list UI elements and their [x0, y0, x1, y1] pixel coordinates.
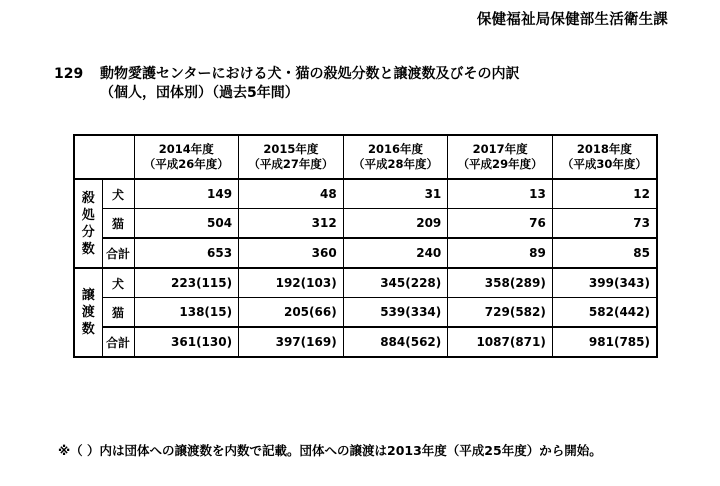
- group-label: 譲渡数: [74, 268, 102, 357]
- value-cell: 13: [448, 179, 553, 209]
- table-row: [74, 238, 657, 268]
- animal-type-label: 合計: [102, 327, 134, 357]
- value-cell: 360: [239, 238, 344, 268]
- department-name: 保健福祉局保健部生活衛生課: [476, 12, 668, 28]
- footnote: ※（ ）内は団体への譲渡数を内数で記載。団体への譲渡は2013年度（平成25年度）から開始。: [58, 443, 602, 458]
- title-line-1: 動物愛護センターにおける犬・猫の殺処分数と譲渡数及びその内訳: [100, 66, 520, 82]
- year-header: 2016年度 （平成28年度）: [343, 135, 448, 179]
- table-row: [74, 327, 657, 357]
- value-cell: 397(169): [239, 327, 344, 357]
- value-cell: 48: [239, 179, 344, 209]
- value-cell: 653: [134, 238, 239, 268]
- value-cell: 89: [448, 238, 553, 268]
- value-cell: 85: [552, 238, 657, 268]
- value-cell: 504: [134, 209, 239, 239]
- value-cell: 884(562): [343, 327, 448, 357]
- value-cell: 138(15): [134, 298, 239, 328]
- value-cell: 209: [343, 209, 448, 239]
- animal-type-label: 猫: [102, 298, 134, 328]
- animal-type-label: 合計: [102, 238, 134, 268]
- corner-cell: [74, 135, 134, 179]
- year-header: 2014年度 （平成26年度）: [134, 135, 239, 179]
- value-cell: 729(582): [448, 298, 553, 328]
- statistics-table: [73, 134, 658, 358]
- year-header: 2015年度 （平成27年度）: [239, 135, 344, 179]
- value-cell: 399(343): [552, 268, 657, 298]
- value-cell: 345(228): [343, 268, 448, 298]
- animal-type-label: 犬: [102, 179, 134, 209]
- title-line-2: （個人，団体別）（過去5年間）: [100, 85, 299, 101]
- value-cell: 12: [552, 179, 657, 209]
- header-row: [74, 135, 657, 179]
- value-cell: 1087(871): [448, 327, 553, 357]
- table-row: [74, 298, 657, 328]
- value-cell: 205(66): [239, 298, 344, 328]
- table-title: [54, 65, 519, 103]
- value-cell: 223(115): [134, 268, 239, 298]
- table-number: 129: [54, 66, 84, 82]
- value-cell: 149: [134, 179, 239, 209]
- table-row: [74, 179, 657, 209]
- value-cell: 192(103): [239, 268, 344, 298]
- value-cell: 582(442): [552, 298, 657, 328]
- value-cell: 73: [552, 209, 657, 239]
- animal-type-label: 犬: [102, 268, 134, 298]
- value-cell: 358(289): [448, 268, 553, 298]
- value-cell: 312: [239, 209, 344, 239]
- value-cell: 539(334): [343, 298, 448, 328]
- table-row: [74, 268, 657, 298]
- value-cell: 31: [343, 179, 448, 209]
- value-cell: 240: [343, 238, 448, 268]
- table-row: [74, 209, 657, 239]
- group-label: 殺処分数: [74, 179, 102, 268]
- value-cell: 981(785): [552, 327, 657, 357]
- year-header: 2018年度 （平成30年度）: [552, 135, 657, 179]
- value-cell: 76: [448, 209, 553, 239]
- animal-type-label: 猫: [102, 209, 134, 239]
- value-cell: 361(130): [134, 327, 239, 357]
- year-header: 2017年度 （平成29年度）: [448, 135, 553, 179]
